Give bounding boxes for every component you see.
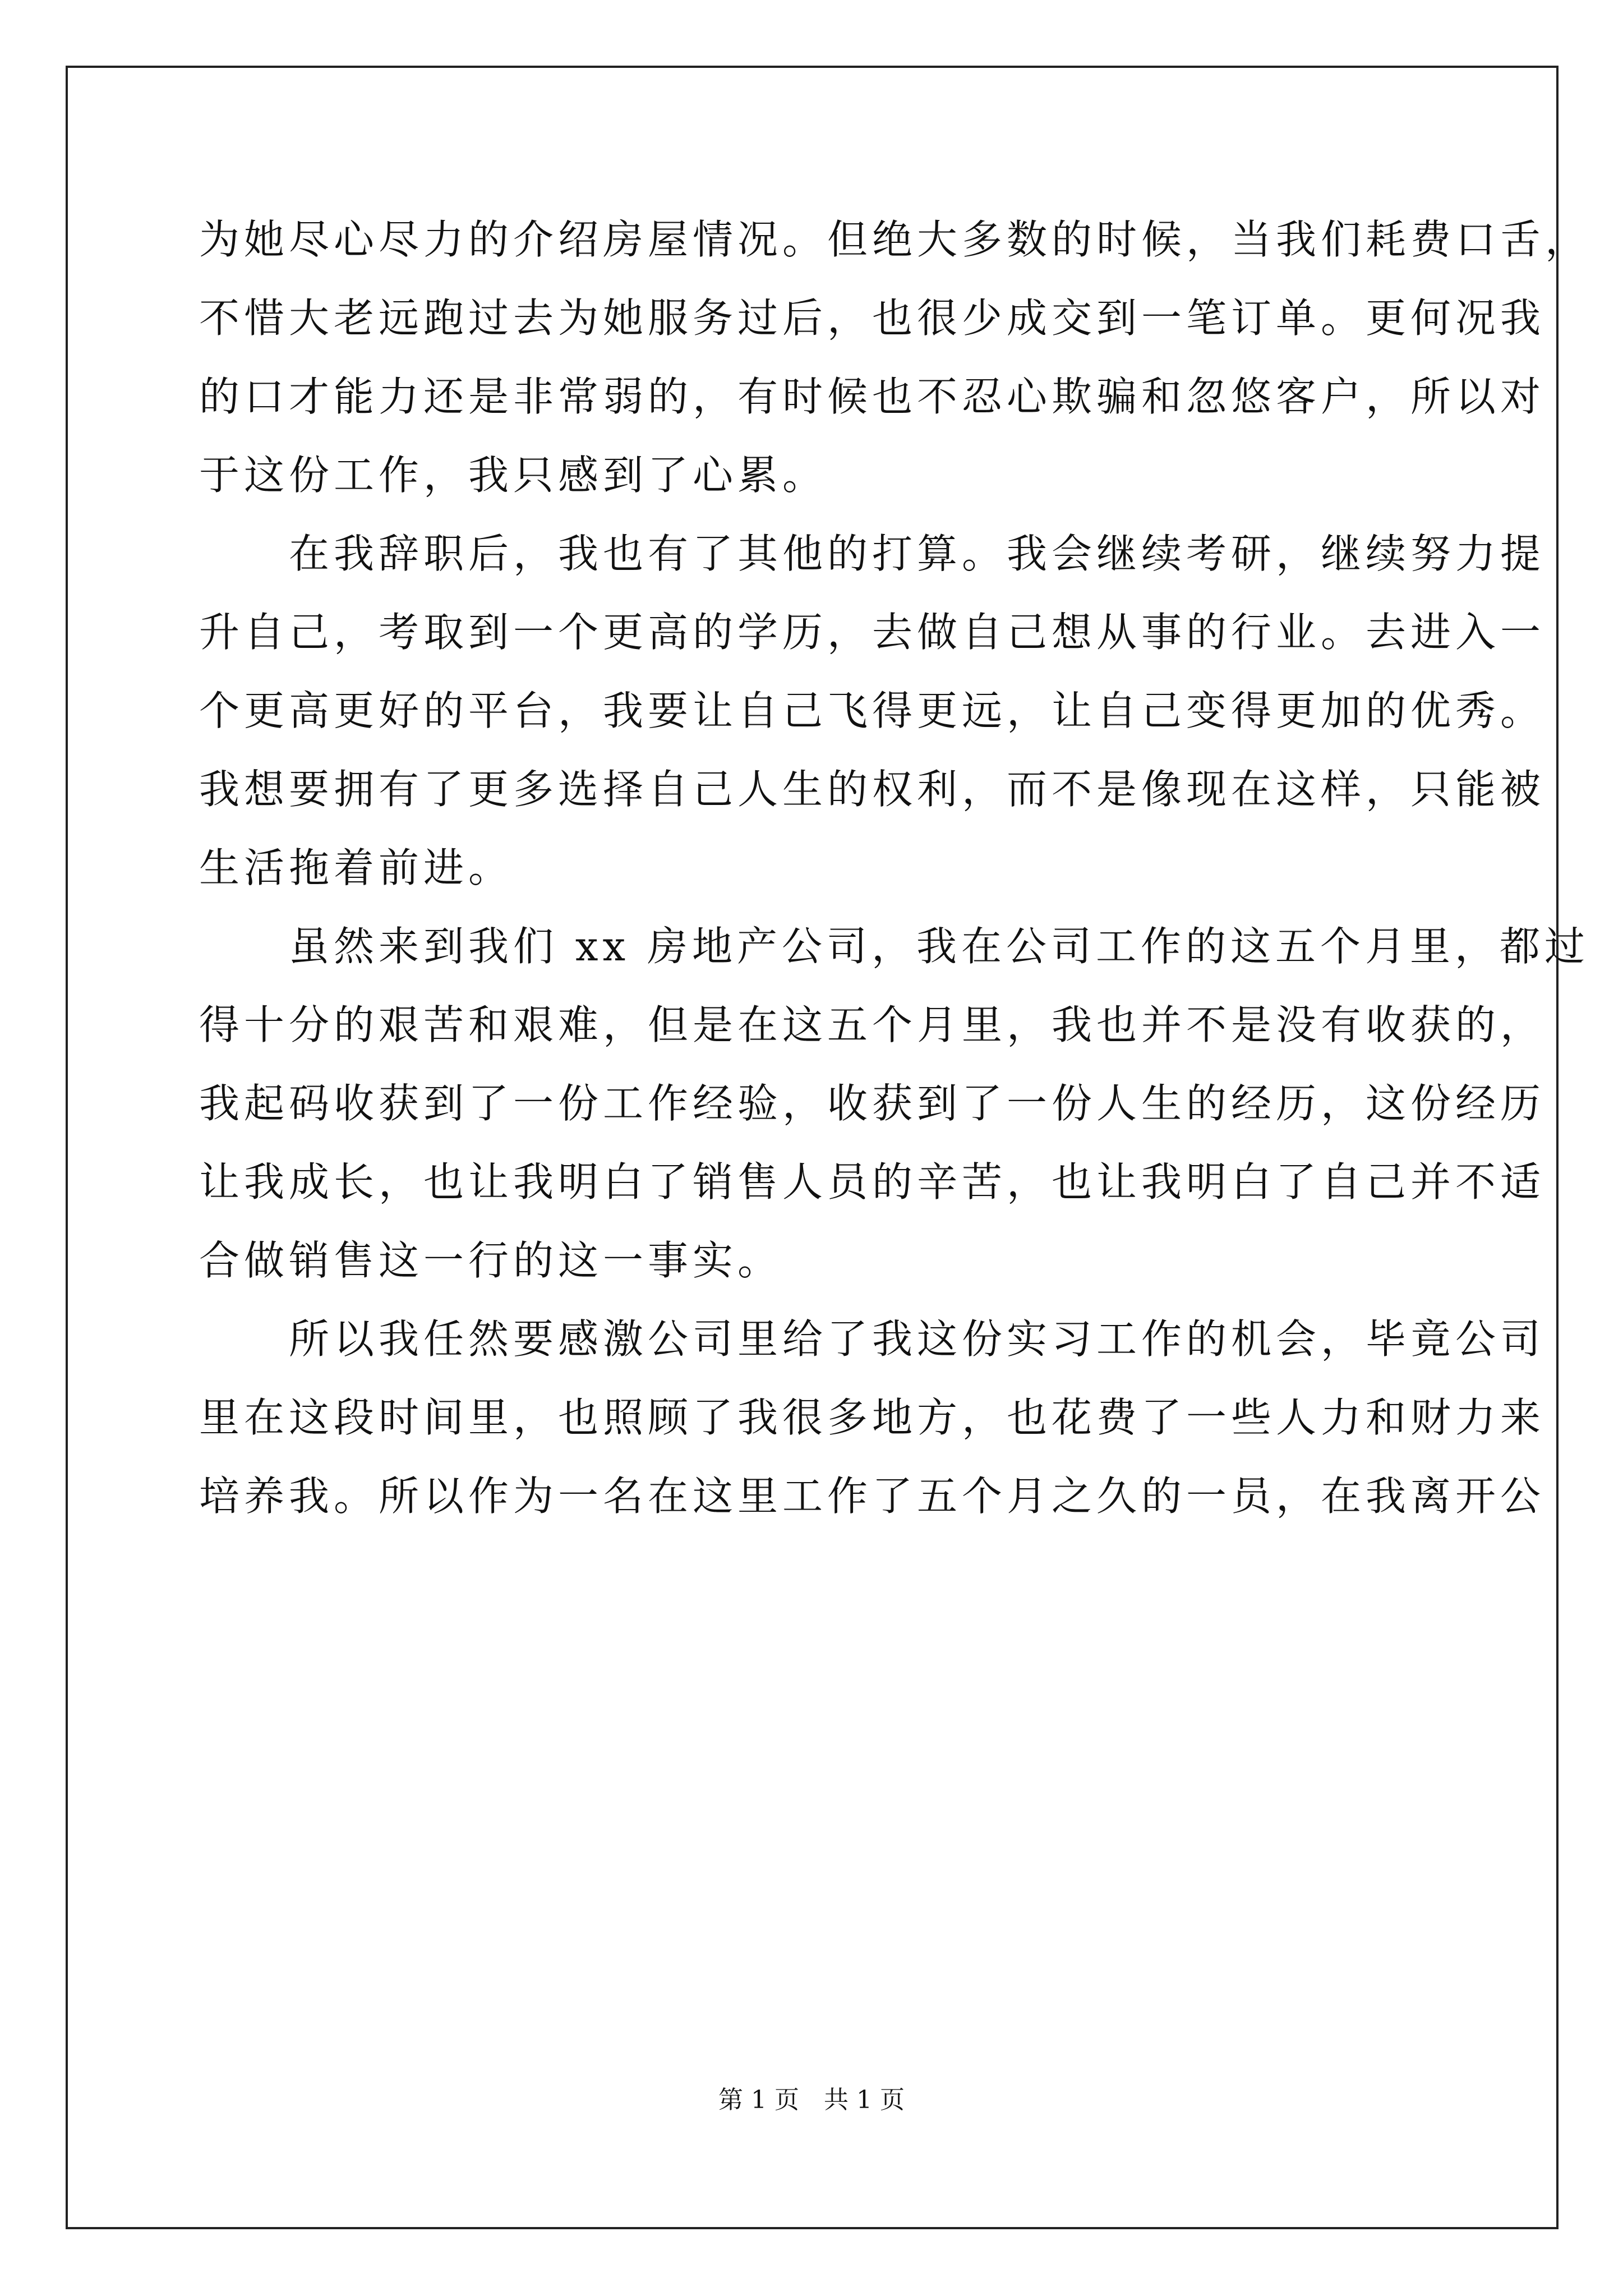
text-line: 虽然来到我们 xx 房地产公司，我在公司工作的这五个月里，都过 [199,923,1589,970]
text-line: 里在这段时间里，也照顾了我很多地方，也花费了一些人力和财力来 [199,1394,1546,1441]
text-line: 生活拖着前进。 [199,844,514,891]
text-line: 我起码收获到了一份工作经验，收获到了一份人生的经历，这份经历 [199,1080,1546,1127]
text-line: 让我成长，也让我明白了销售人员的辛苦，也让我明白了自己并不适 [199,1158,1546,1205]
text-line: 培养我。所以作为一名在这里工作了五个月之久的一员，在我离开公 [199,1473,1546,1520]
text-line: 不惜大老远跑过去为她服务过后，也很少成交到一笔订单。更何况我 [199,295,1546,342]
text-line: 于这份工作，我只感到了心累。 [199,452,828,499]
text-line: 在我辞职后，我也有了其他的打算。我会继续考研，继续努力提 [199,530,1546,577]
text-line: 我想要拥有了更多选择自己人生的权利，而不是像现在这样，只能被 [199,766,1546,813]
text-line: 所以我任然要感激公司里给了我这份实习工作的机会，毕竟公司 [199,1315,1546,1363]
text-line: 的口才能力还是非常弱的，有时候也不忍心欺骗和忽悠客户，所以对 [199,373,1546,420]
document-body [199,200,1590,1535]
text-line: 合做销售这一行的这一事实。 [199,1237,783,1284]
text-line: 升自己，考取到一个更高的学历，去做自己想从事的行业。去进入一 [199,609,1546,656]
text-line: 为她尽心尽力的介绍房屋情况。但绝大多数的时候，当我们耗费口舌， [199,216,1590,263]
text-line: 个更高更好的平台，我要让自己飞得更远，让自己变得更加的优秀。 [199,687,1546,734]
text-line: 得十分的艰苦和艰难，但是在这五个月里，我也并不是没有收获的， [199,1001,1546,1048]
page-number-footer: 第 1 页 共 1 页 [718,2086,905,2114]
